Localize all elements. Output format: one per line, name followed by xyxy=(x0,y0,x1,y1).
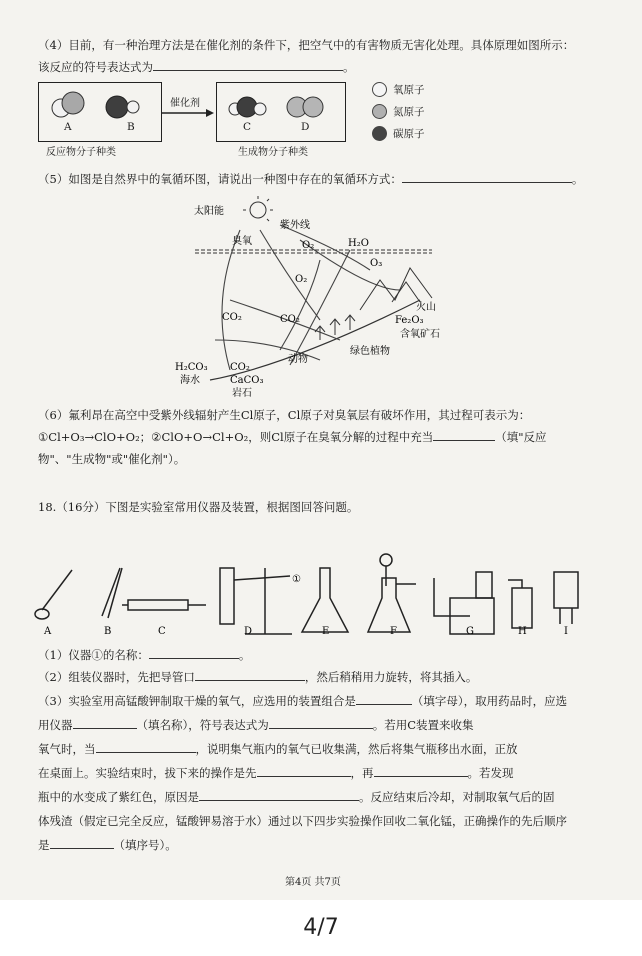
reactant-molecules xyxy=(39,83,161,141)
q18-q3-line3: 氧气时，当 ，说明集气瓶内的氧气已收集满，然后将集气瓶移出水面，正放 xyxy=(38,742,518,756)
q18-q1: （1）仪器①的名称： 。 xyxy=(38,648,251,662)
q17-p4-line1: （4）目前，有一种治理方法是在催化剂的条件下，把空气中的有害物质无害化处理。具体原理如图所示： xyxy=(38,38,575,52)
answer-blank[interactable] xyxy=(356,704,412,705)
label-h2o: H₂O xyxy=(348,238,369,249)
molecule-label-b: B xyxy=(127,121,135,133)
page-number-footer: 第4页 共7页 xyxy=(285,877,341,888)
answer-blank[interactable] xyxy=(50,848,114,849)
label-co2-c: CO₂ xyxy=(230,362,250,373)
apparatus-label-b: B xyxy=(104,626,112,637)
answer-blank[interactable] xyxy=(402,182,572,183)
answer-blank[interactable] xyxy=(433,440,495,441)
label-caco3: CaCO₃ xyxy=(230,375,264,386)
apparatus-label-e: E xyxy=(322,626,330,637)
q18-q3-line7: 是 （填序号）。 xyxy=(38,838,177,852)
reaction-arrow xyxy=(160,108,216,118)
q18-q2: （2）组装仪器时，先把导管口 ，然后稍稍用力旋转，将其插入。 xyxy=(38,670,478,684)
label-volcano: 火山 xyxy=(416,302,436,313)
answer-blank[interactable] xyxy=(199,800,359,801)
label-co2-a: CO₂ xyxy=(222,312,242,323)
q17-p6-line3: 物"、"生成物"或"催化剂"）。 xyxy=(38,452,186,466)
answer-blank[interactable] xyxy=(149,658,239,659)
oxygen-atom-icon xyxy=(372,82,387,97)
q18-q3-line2: 用仪器 （填名称），符号表达式为 。若用C装置来收集 xyxy=(38,718,474,732)
answer-blank[interactable] xyxy=(374,776,468,777)
apparatus-label-c: C xyxy=(158,626,166,637)
catalyst-label: 催化剂 xyxy=(170,98,200,109)
q17-p5-line: （5）如图是自然界中的氧循环图，请说出一种图中存在的氧循环方式： 。 xyxy=(38,172,584,186)
legend-oxygen: 氧原子 xyxy=(372,82,425,97)
label-co2-b: CO₂ xyxy=(280,314,300,325)
legend-carbon: 碳原子 xyxy=(372,126,425,141)
legend-nitrogen: 氮原子 xyxy=(372,104,425,119)
answer-blank[interactable] xyxy=(257,776,351,777)
label-h2co3: H₂CO₃ xyxy=(175,362,208,373)
apparatus-label-d: D xyxy=(244,626,253,637)
molecule-label-c: C xyxy=(243,121,252,133)
answer-blank[interactable] xyxy=(96,752,196,753)
label-rock: 岩石 xyxy=(232,388,252,399)
q17-p6-line2: ①Cl+O₃→ClO+O₂；②ClO+O→Cl+O₂，则Cl原子在臭氧分解的过程中充当 （填"反应 xyxy=(38,430,547,444)
oxygen-cycle-diagram xyxy=(170,190,460,402)
label-o3: O₃ xyxy=(370,258,383,269)
apparatus-marker-1: ① xyxy=(292,574,301,585)
label-ozone: 臭氧 xyxy=(232,236,252,247)
answer-blank[interactable] xyxy=(269,728,373,729)
answer-blank[interactable] xyxy=(73,728,137,729)
page-indicator: 4/7 xyxy=(303,915,339,940)
molecule-label-a: A xyxy=(64,121,72,133)
products-caption: 生成物分子种类 xyxy=(238,147,308,158)
label-sea: 海水 xyxy=(180,375,200,386)
answer-blank[interactable] xyxy=(153,70,343,71)
label-uv: 紫外线 xyxy=(280,220,310,231)
q18-q3-line1: （3）实验室用高锰酸钾制取干燥的氧气，应选用的装置组合是 （填字母），取用药品时，应选 xyxy=(38,694,568,708)
label-o2-top: O₂ xyxy=(302,240,315,251)
q18-q3-line6: 体残渣（假定已完全反应，锰酸钾易溶于水）通过以下四步实验操作回收二氧化锰，正确操作的先后顺序 xyxy=(38,814,567,828)
label-animals: 动物 xyxy=(288,354,308,365)
reactants-caption: 反应物分子种类 xyxy=(46,147,116,158)
answer-blank[interactable] xyxy=(195,680,305,681)
q17-p6-line1: （6）氟利昂在高空中受紫外线辐射产生Cl原子，Cl原子对臭氧层有破坏作用，其过程可表示为： xyxy=(38,408,531,422)
q18-q3-line4: 在桌面上。实验结束时，拔下来的操作是先 ，再 。若发现 xyxy=(38,766,514,780)
carbon-atom-icon xyxy=(372,126,387,141)
label-fe2o3: Fe₂O₃ xyxy=(395,315,424,326)
apparatus-label-f: F xyxy=(390,626,397,637)
apparatus-label-h: H xyxy=(518,626,527,637)
products-box xyxy=(216,82,346,142)
q18-q3-line5: 瓶中的水变成了紫红色，原因是 。反应结束后冷却，对制取氧气后的固 xyxy=(38,790,555,804)
nitrogen-atom-icon xyxy=(372,104,387,119)
q18-header: 18.（16分）下图是实验室常用仪器及装置，根据图回答问题。 xyxy=(38,500,359,514)
reactants-box xyxy=(38,82,162,142)
apparatus-label-g: G xyxy=(466,626,474,637)
apparatus-label-i: I xyxy=(564,626,568,637)
label-sun: 太阳能 xyxy=(194,206,224,217)
product-molecules xyxy=(217,83,345,141)
apparatus-figure xyxy=(30,538,590,638)
label-o2-mid: O₂ xyxy=(295,274,308,285)
molecule-label-d: D xyxy=(301,121,310,133)
label-plants: 绿色植物 xyxy=(350,346,390,357)
apparatus-label-a: A xyxy=(44,626,52,637)
q17-p4-line2: 该反应的符号表达式为 。 xyxy=(38,60,355,74)
label-ore: 含氧矿石 xyxy=(400,329,440,340)
